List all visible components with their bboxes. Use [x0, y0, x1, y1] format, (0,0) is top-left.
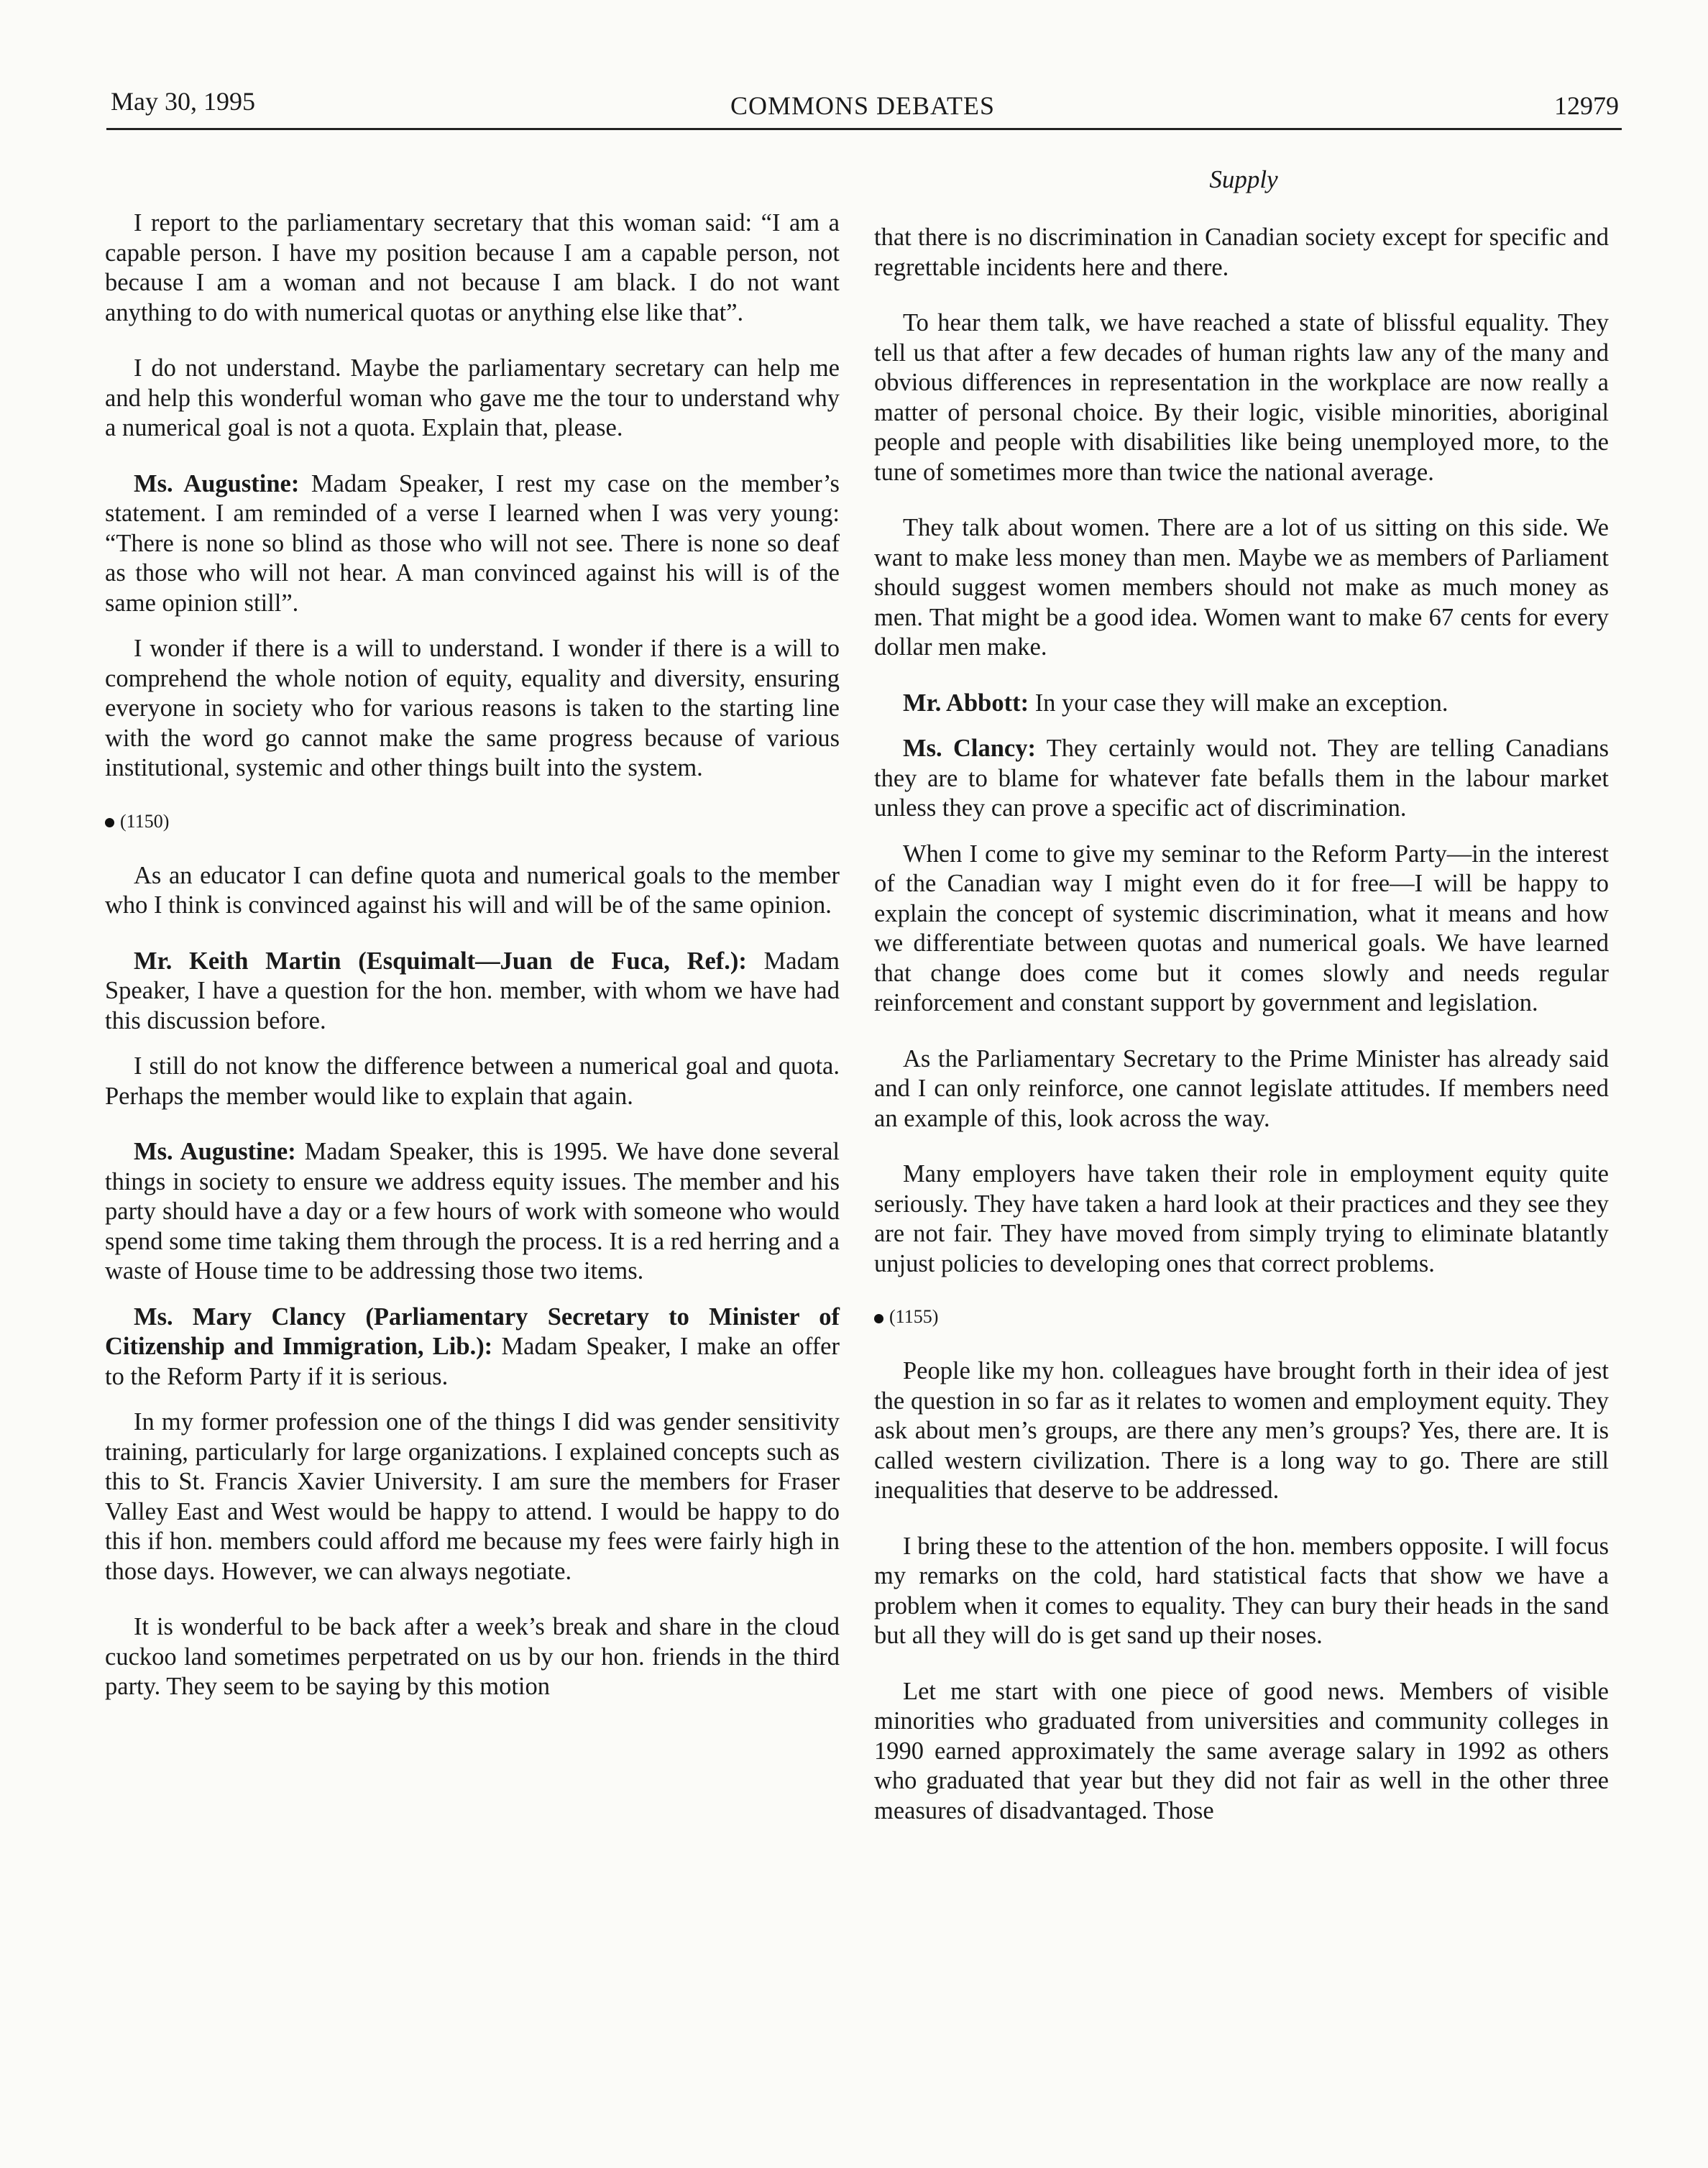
paragraph-text: They certainly would not. They are telling Canadians they are to blame for whatever fate befalls them in the labour market unless they can prove a specific act of discrimination. [874, 735, 1609, 822]
bullet-icon [105, 818, 114, 827]
paragraph [105, 354, 840, 444]
time-marker-text: (1155) [889, 1306, 939, 1327]
paragraph [874, 513, 1609, 663]
paragraph [874, 1677, 1609, 1827]
paragraph-text: that there is no discrimination in Canadian society except for specific and regrettable incidents here and there. [874, 224, 1609, 281]
paragraph [874, 1044, 1609, 1134]
header-date: May 30, 1995 [111, 87, 255, 116]
right-column [874, 223, 1609, 1852]
paragraph [105, 861, 840, 921]
paragraph [874, 689, 1609, 719]
paragraph-text: I wonder if there is a will to understand. I wonder if there is a will to comprehend the whole notion of equity, equality and diversity, ensuring everyone in society who for various reasons is taken to the starting line with the word go cannot make the same progress because of various institutional, systemic and other things built into the system. [105, 635, 840, 781]
speaker-name: Ms. Augustine: [134, 469, 300, 497]
paragraph-text: People like my hon. colleagues have brought forth in their idea of jest the question in so far as it relates to women and employment equity. They ask about men’s groups, are there any men’s groups? Yes, there are. It is called western civilization. There is a long way to go. There are still inequalities that deserve to be addressed. [874, 1357, 1609, 1504]
paragraph [105, 634, 840, 784]
paragraph-text: To hear them talk, we have reached a state of blissful equality. They tell us that after a few decades of human rights law any of the many and obvious differences in representation in the workplace are now really a matter of personal choice. By their logic, visible minorities, aboriginal people and people with disabilities like being unemployed more, to the tune of sometimes more than twice the national average. [874, 309, 1609, 486]
paragraph-text: I bring these to the attention of the hon. members opposite. I will focus my remarks on the cold, hard statistical facts that show we have a problem when it comes to equality. They can bury their heads in the sand but all they will do is get sand up their noses. [874, 1532, 1609, 1649]
paragraph [874, 308, 1609, 487]
paragraph-text: I do not understand. Maybe the parliamentary secretary can help me and help this wonderful woman who gave me the tour to understand why a numerical goal is not a quota. Explain that, please. [105, 354, 840, 441]
paragraph-text: As an educator I can define quota and numerical goals to the member who I think is convinced against his will and will be of the same opinion. [105, 861, 840, 919]
paragraph-text: I report to the parliamentary secretary that this woman said: “I am a capable person. I have my position because I am a capable person, not because I am a woman and not because I am black. I do not want anything to do with numerical quotas or anything else like that”. [105, 209, 840, 326]
paragraph-text: Let me start with one piece of good news. Members of visible minorities who graduated from universities and community colleges in 1990 earned approximately the same average salary in 1992 as others who graduated that year but they did not fair as well in the other three measures of disadvantaged. Those [874, 1677, 1609, 1824]
paragraph [105, 469, 840, 619]
paragraph-text: Madam Speaker, this is 1995. We have done several things in society to ensure we address equity issues. The member and his party should have a day or a few hours of work with someone who would spend some time taking them through the process. It is a red herring and a waste of House time to be addressing those two items. [105, 1138, 840, 1285]
paragraph-text: Madam Speaker, I have a question for the hon. member, with whom we have had this discussion before. [105, 947, 840, 1034]
paragraph-text: When I come to give my seminar to the Reform Party—in the interest of the Canadian way I might even do it for free—I will be happy to explain the concept of systemic discrimination, what it means and how we differentiate between quotas and numerical goals. We have learned that change does come but it comes slowly and needs regular reinforcement and constant support by government and legislation. [874, 840, 1609, 1016]
paragraph [105, 1137, 840, 1287]
paragraph [105, 947, 840, 1037]
paragraph-text: Many employers have taken their role in employment equity quite seriously. They have taken a hard look at their practices and they see they are not fair. They have moved from simply trying to eliminate blatantly unjust policies to developing ones that correct problems. [874, 1160, 1609, 1277]
header-title: COMMONS DEBATES [730, 91, 996, 120]
bullet-icon [874, 1314, 883, 1323]
paragraph [874, 223, 1609, 283]
page-header [106, 85, 1619, 128]
paragraph [874, 1356, 1609, 1506]
time-marker [105, 809, 840, 834]
page-number: 12979 [1554, 91, 1619, 120]
header-rule [106, 128, 1622, 130]
paragraph [105, 1612, 840, 1702]
paragraph [105, 1303, 840, 1392]
paragraph-text: In my former profession one of the things I did was gender sensitivity training, particularly for large organizations. I explained concepts such as this to St. Francis Xavier University. I am sure the members for Fraser Valley East and West would be happy to attend. I would be happy to do this if hon. members could afford me because my fees were fairly high in those days. However, we can always negotiate. [105, 1408, 840, 1585]
paragraph-text: They talk about women. There are a lot of us sitting on this side. We want to make less money than men. Maybe we as members of Parliament should suggest women members should not make as much money as men. That might be a good idea. Women want to make 67 cents for every dollar men make. [874, 514, 1609, 661]
paragraph-text: Madam Speaker, I make an offer to the Reform Party if it is serious. [105, 1333, 840, 1390]
paragraph [874, 1159, 1609, 1279]
paragraph-text: Madam Speaker, I rest my case on the member’s statement. I am reminded of a verse I learned when I was very young: “There is none so blind as those who will not see. There is none so deaf as those who will not hear. A man convinced against his will is of the same opinion still”. [105, 469, 840, 617]
time-marker [874, 1305, 1609, 1329]
paragraph-text: It is wonderful to be back after a week’s break and share in the cloud cuckoo land sometimes perpetrated on us by our hon. friends in the third party. They seem to be saying by this motion [105, 1613, 840, 1700]
paragraph-text: I still do not know the difference between a numerical goal and quota. Perhaps the member would like to explain that again. [105, 1052, 840, 1110]
paragraph [874, 1532, 1609, 1651]
paragraph [105, 1052, 840, 1111]
speaker-name: Ms. Augustine: [134, 1138, 296, 1165]
left-column [105, 208, 840, 1728]
section-title: Supply [1209, 165, 1278, 193]
time-marker-text: (1150) [120, 810, 170, 832]
paragraph-text: As the Parliamentary Secretary to the Prime Minister has already said and I can only reinforce, one cannot legislate attitudes. If members need an example of this, look across the way. [874, 1044, 1609, 1132]
speaker-name: Ms. Mary Clancy (Parliamentary Secretary to Minister of Citizenship and Immigration, Lib.): [105, 1303, 840, 1360]
speaker-name: Mr. Abbott: [903, 689, 1029, 717]
paragraph [105, 208, 840, 328]
paragraph [874, 840, 1609, 1019]
speaker-name: Mr. Keith Martin (Esquimalt—Juan de Fuca, Ref.): [134, 947, 747, 975]
paragraph [105, 1407, 840, 1586]
speaker-name: Ms. Clancy: [903, 735, 1036, 762]
paragraph [874, 734, 1609, 824]
paragraph-text: In your case they will make an exception. [1029, 689, 1448, 717]
